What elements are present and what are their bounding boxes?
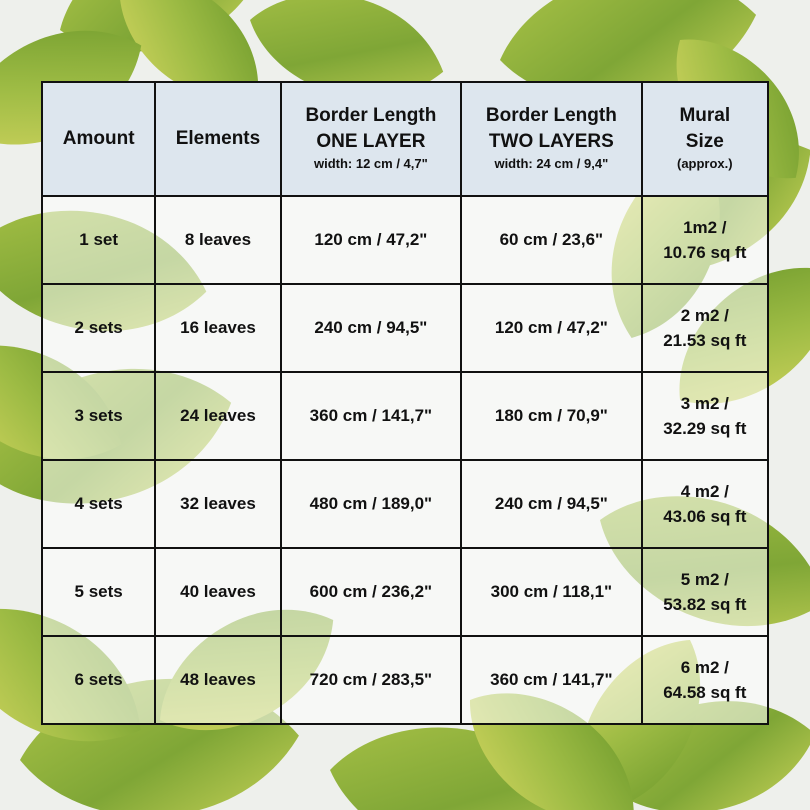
cell-mural-size: 4 m2 / 43.06 sq ft [642, 460, 768, 548]
table-row [42, 372, 768, 460]
cell-amount: 4 sets [42, 460, 155, 548]
header-border-length-two-layers: Border Length TWO LAYERS width: 24 cm / 9,4" [461, 82, 641, 196]
cell-mural-size: 2 m2 / 21.53 sq ft [642, 284, 768, 372]
header-one-layer-width: width: 12 cm / 4,7" [313, 156, 428, 172]
cell-elements: 32 leaves [155, 460, 280, 548]
cell-one-layer: 120 cm / 47,2" [281, 196, 461, 284]
header-elements: Elements [155, 82, 280, 196]
cell-amount: 2 sets [42, 284, 155, 372]
header-two-layers-width: width: 24 cm / 9,4" [494, 156, 609, 172]
header-row [42, 82, 768, 196]
cell-one-layer: 720 cm / 283,5" [281, 636, 461, 724]
cell-elements: 24 leaves [155, 372, 280, 460]
cell-amount: 5 sets [42, 548, 155, 636]
table-row [42, 460, 768, 548]
cell-one-layer: 360 cm / 141,7" [281, 372, 461, 460]
cell-two-layers: 60 cm / 23,6" [461, 196, 641, 284]
cell-one-layer: 480 cm / 189,0" [281, 460, 461, 548]
cell-mural-size: 6 m2 / 64.58 sq ft [642, 636, 768, 724]
cell-two-layers: 240 cm / 94,5" [461, 460, 641, 548]
cell-amount: 6 sets [42, 636, 155, 724]
header-mural-size: Mural Size (approx.) [642, 82, 768, 196]
cell-mural-size: 1m2 / 10.76 sq ft [642, 196, 768, 284]
leaf-set-size-table [41, 81, 769, 725]
cell-amount: 3 sets [42, 372, 155, 460]
header-mural-approx: (approx.) [676, 156, 733, 172]
cell-one-layer: 240 cm / 94,5" [281, 284, 461, 372]
table-row [42, 284, 768, 372]
table-row [42, 548, 768, 636]
table-row [42, 636, 768, 724]
cell-two-layers: 360 cm / 141,7" [461, 636, 641, 724]
header-amount: Amount [42, 82, 155, 196]
table-row [42, 196, 768, 284]
cell-elements: 16 leaves [155, 284, 280, 372]
cell-mural-size: 5 m2 / 53.82 sq ft [642, 548, 768, 636]
cell-two-layers: 300 cm / 118,1" [461, 548, 641, 636]
cell-one-layer: 600 cm / 236,2" [281, 548, 461, 636]
header-border-length-one-layer: Border Length ONE LAYER width: 12 cm / 4,7" [281, 82, 461, 196]
cell-elements: 48 leaves [155, 636, 280, 724]
cell-two-layers: 120 cm / 47,2" [461, 284, 641, 372]
cell-two-layers: 180 cm / 70,9" [461, 372, 641, 460]
cell-mural-size: 3 m2 / 32.29 sq ft [642, 372, 768, 460]
cell-elements: 8 leaves [155, 196, 280, 284]
cell-elements: 40 leaves [155, 548, 280, 636]
cell-amount: 1 set [42, 196, 155, 284]
